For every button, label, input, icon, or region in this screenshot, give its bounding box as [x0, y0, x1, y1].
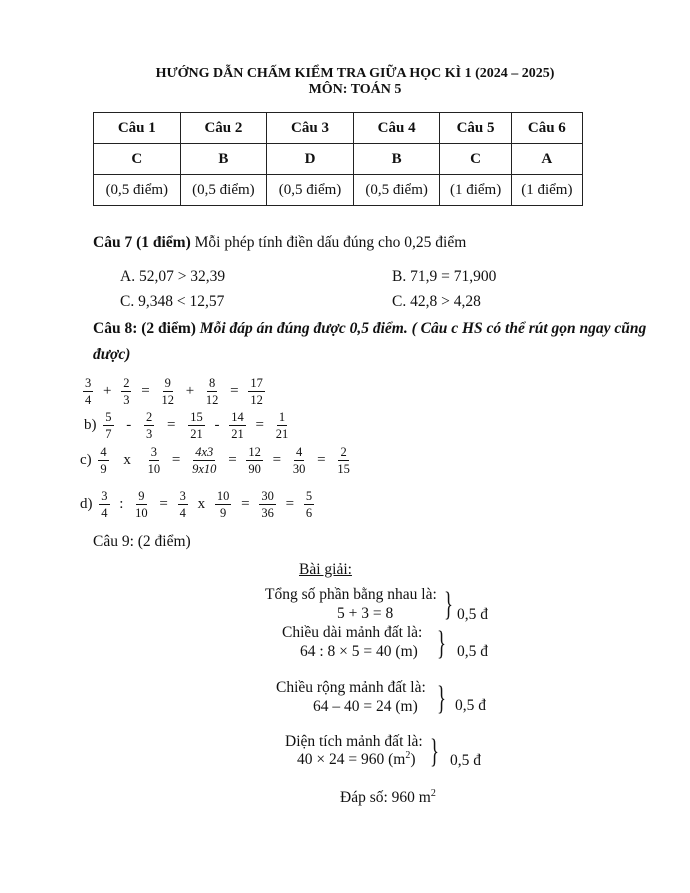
table-cell: Câu 4	[353, 113, 440, 144]
table-cell: Câu 3	[267, 113, 354, 144]
brace: }	[437, 680, 446, 717]
fraction: $\frac{14}{21}$	[231, 410, 244, 441]
fraction: $\frac{2}{15}$	[337, 445, 350, 476]
step-calc: 64 : 8 × 5 = 40 (m)	[300, 643, 418, 660]
q7-item-b: B. 71,9 = 71,900	[392, 268, 497, 285]
fraction: $\frac{9}{12}$	[161, 376, 174, 407]
q7-item-a: A. 52,07 > 32,39	[120, 268, 226, 285]
table-row	[94, 144, 583, 175]
fraction: $\frac{8}{12}$	[205, 376, 219, 407]
q7-item-d: C. 42,8 > 4,28	[392, 293, 481, 310]
step-score: 0,5 đ	[457, 606, 488, 623]
fraction: $\frac{3}{4}$	[101, 489, 108, 520]
table-cell: Câu 5	[440, 113, 511, 144]
fraction: $\frac{3}{10}$	[147, 445, 161, 476]
fraction: $\frac{2}{3}$	[146, 410, 153, 441]
step-score: 0,5 đ	[457, 643, 488, 660]
operator: =	[317, 452, 326, 468]
table-cell: B	[353, 144, 440, 175]
fraction: $\frac{3}{4}$	[85, 376, 92, 407]
table-cell: B	[180, 144, 267, 175]
table-cell: (0,5 điểm)	[180, 175, 267, 206]
operator: =	[285, 496, 295, 512]
operator: x	[123, 452, 131, 468]
step-text: Tổng số phần bằng nhau là:	[265, 586, 437, 603]
table-row	[94, 175, 583, 206]
table-cell: Câu 1	[94, 113, 181, 144]
table-cell: (1 điểm)	[440, 175, 511, 206]
part-label: c)	[80, 452, 92, 468]
operator: =	[230, 383, 239, 399]
q7-line	[93, 234, 466, 252]
operator: x	[197, 496, 206, 512]
step-score: 0,5 đ	[450, 752, 481, 769]
fraction: $\frac{4x3}{9x10}$	[192, 445, 217, 476]
operator: +	[185, 383, 195, 399]
operator: =	[141, 383, 150, 399]
brace: }	[430, 733, 439, 770]
step-calc: 40 × 24 = 960 $(m^2)$	[297, 750, 416, 769]
operator: =	[241, 496, 250, 512]
fraction: $\frac{17}{12}$	[250, 376, 263, 407]
fraction: $\frac{4}{30}$	[292, 445, 306, 476]
table-cell: A	[511, 144, 582, 175]
fraction: $\frac{9}{10}$	[135, 489, 148, 520]
table-cell: (1 điểm)	[511, 175, 582, 206]
fraction: $\frac{5}{7}$	[105, 410, 112, 441]
table-cell: (0,5 điểm)	[267, 175, 354, 206]
fraction: $\frac{10}{9}$	[216, 489, 230, 520]
q8-line	[93, 320, 646, 338]
operator: +	[103, 383, 112, 399]
operator: -	[214, 417, 220, 433]
q9-label: Câu 9: (2 điểm)	[93, 533, 191, 550]
fraction: $\frac{30}{36}$	[261, 489, 274, 520]
solution-heading: Bài giải:	[299, 561, 352, 578]
q7-item-c: C. 9,348 < 12,57	[120, 293, 225, 310]
operator: =	[272, 452, 282, 468]
answer-table	[93, 112, 583, 206]
q8-description-cont: được)	[93, 346, 131, 363]
brace: }	[437, 625, 446, 662]
fraction: $\frac{1}{21}$	[275, 410, 289, 441]
step-text: Chiều rộng mảnh đất là:	[276, 679, 426, 696]
operator: =	[255, 417, 264, 433]
q8-a-expression	[80, 375, 268, 408]
q8-b-expression	[84, 409, 293, 442]
fraction: $\frac{12}{90}$	[248, 445, 261, 476]
step-text: Chiều dài mảnh đất là:	[282, 624, 423, 641]
q8-label: Câu 8: (2 điểm)	[93, 320, 196, 337]
table-cell: (0,5 điểm)	[94, 175, 181, 206]
operator: =	[159, 496, 168, 512]
subject-title: MÔN: TOÁN 5	[308, 82, 402, 97]
q8-description: Mỗi đáp án đúng được 0,5 điểm. ( Câu c HS có thể rút gọn ngay cũng	[199, 320, 647, 337]
step-calc: 64 – 40 = 24 (m)	[313, 698, 418, 715]
fraction: $\frac{15}{21}$	[190, 410, 203, 441]
operator: -	[126, 417, 132, 433]
operator: :	[119, 496, 124, 512]
q8-c-expression	[80, 444, 355, 477]
brace: }	[444, 586, 453, 623]
table-row	[94, 113, 583, 144]
fraction: $\frac{2}{3}$	[123, 376, 130, 407]
table-cell: D	[267, 144, 354, 175]
operator: =	[171, 452, 181, 468]
operator: =	[228, 452, 237, 468]
table-cell: (0,5 điểm)	[353, 175, 440, 206]
part-label: d)	[80, 496, 93, 512]
operator: =	[167, 417, 176, 433]
document-title: HƯỚNG DẪN CHẤM KIỂM TRA GIỮA HỌC KÌ 1 (2024 – 2025)	[155, 66, 555, 81]
part-label: b)	[84, 417, 97, 433]
fraction: $\frac{3}{4}$	[179, 489, 186, 520]
q8-d-expression	[80, 488, 317, 521]
table-cell: C	[94, 144, 181, 175]
q7-label: Câu 7 (1 điểm)	[93, 234, 191, 251]
fraction: $\frac{5}{6}$	[305, 489, 313, 520]
step-calc: 5 + 3 = 8	[337, 605, 394, 622]
table-cell: Câu 2	[180, 113, 267, 144]
table-cell: C	[440, 144, 511, 175]
fraction: $\frac{4}{9}$	[100, 445, 107, 476]
q7-description: Mỗi phép tính điền dấu đúng cho 0,25 điểm	[194, 234, 467, 251]
table-cell: Câu 6	[511, 113, 582, 144]
step-text: Diện tích mảnh đất là:	[285, 733, 423, 750]
step-score: 0,5 đ	[455, 697, 486, 714]
final-answer: Đáp số: 960 $m^2$	[340, 788, 436, 807]
